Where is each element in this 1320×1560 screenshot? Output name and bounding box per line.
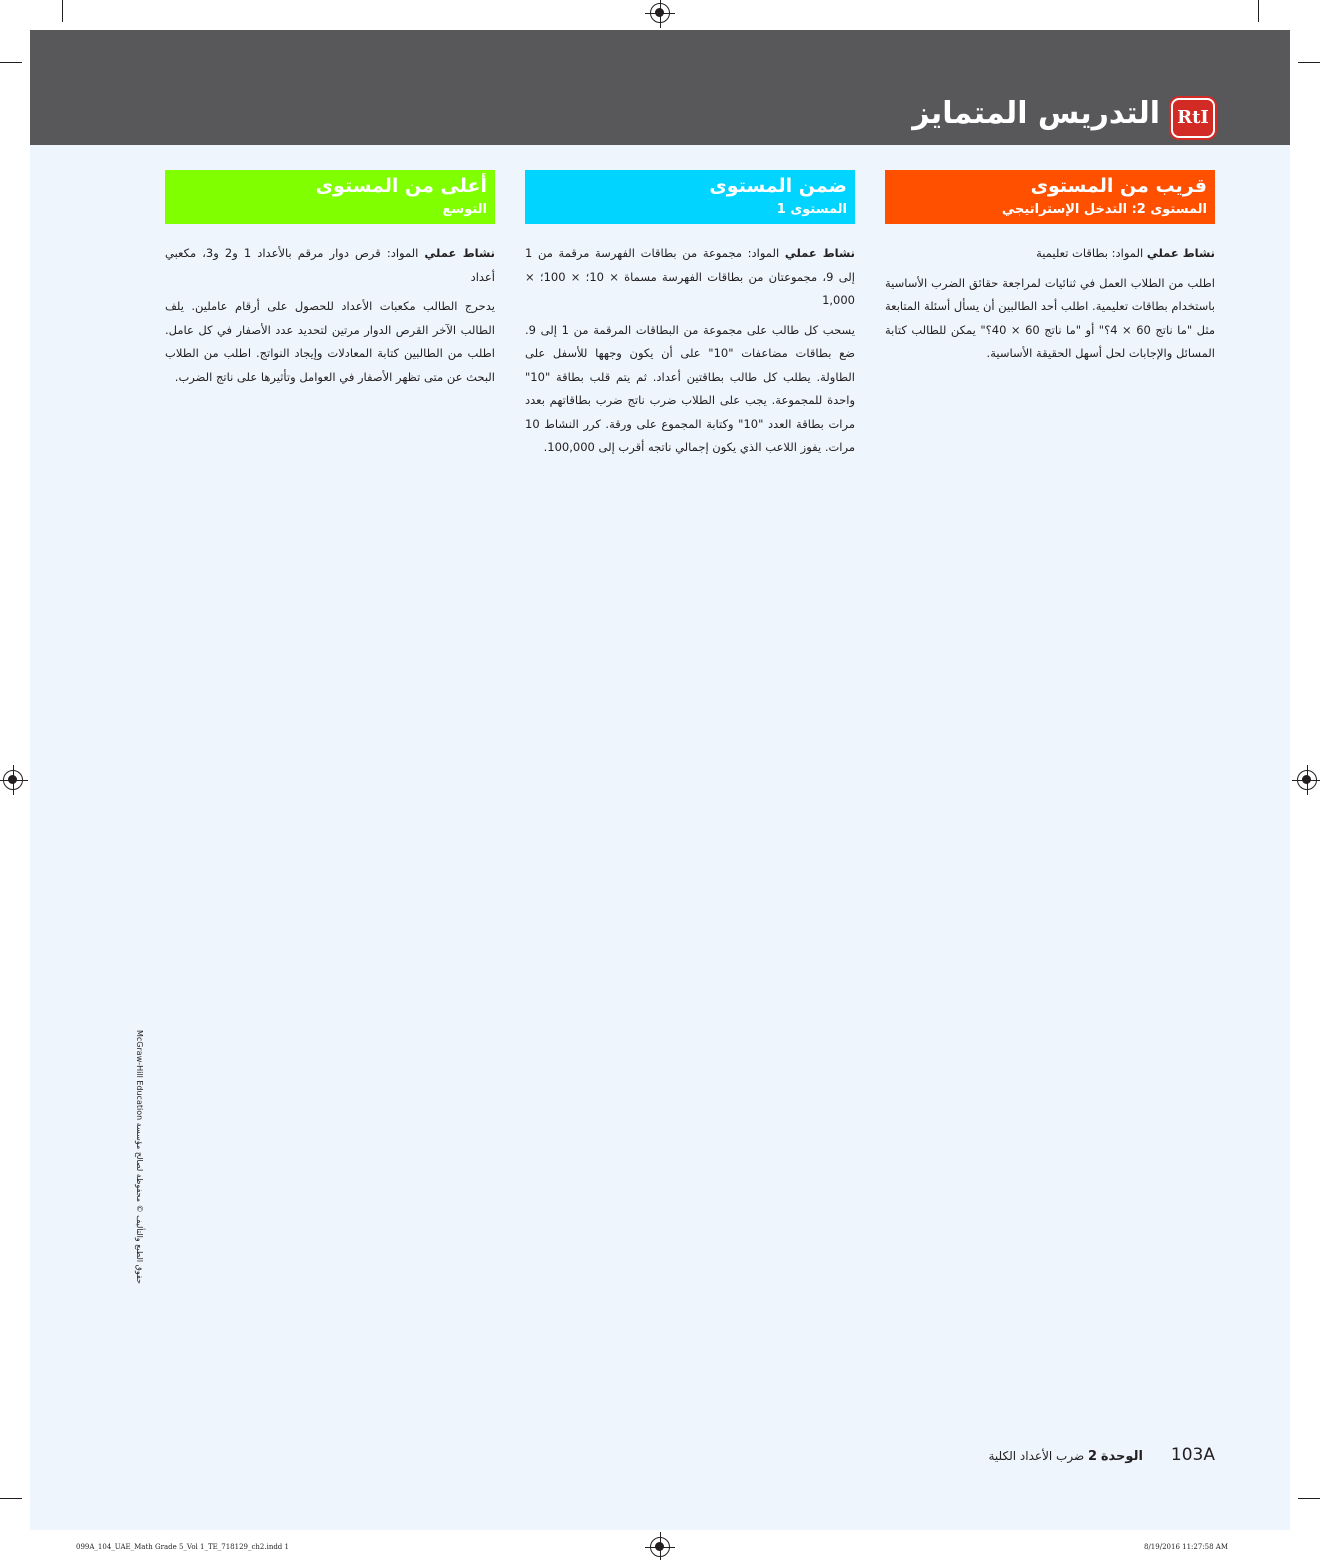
registration-mark-icon [650,3,670,23]
trim-mark [0,1498,22,1499]
chapter-title: ضرب الأعداد الكلية [988,1449,1085,1463]
activity-label: نشاط عملي [1146,246,1215,260]
column-body [165,224,495,389]
column-subheading: التوسع [442,202,487,217]
footer-chapter-title [988,1449,1142,1464]
slug-timestamp: 8/19/2016 11:27:58 AM [1144,1543,1229,1551]
page-number: 103A [1170,1445,1215,1465]
header-banner [30,30,1290,145]
trim-mark [1298,62,1320,63]
copyright-notice [130,1030,150,1310]
chapter-label: الوحدة [1100,1449,1143,1464]
column-header [885,170,1215,224]
activity-label: نشاط عملي [424,246,496,260]
page [30,30,1290,1530]
chapter-number: 2 [1088,1449,1098,1464]
column-heading: قريب من المستوى [1030,175,1207,197]
column-header [165,170,495,224]
column-header [525,170,855,224]
materials-text: المواد: بطاقات تعليمية [1036,246,1147,260]
page-footer [988,1445,1215,1465]
trim-mark [1258,0,1259,22]
column-approaching-level [885,170,1215,372]
rti-badge-icon: RtI [1171,98,1215,138]
registration-mark-icon [1297,770,1317,790]
column-subheading: المستوى 1 [776,202,847,217]
materials-text: المواد: قرص دوار مرقم بالأعداد 1 و2 و3، مكعبي أعداد [165,246,495,284]
activity-paragraph: اطلب من الطلاب العمل في ثنائيات لمراجعة حقائق الضرب الأساسية باستخدام بطاقات تعليمية. اطلب أحد الطالبين أن يسأل أسئلة المتابعة مثل "ما ناتج 60 × 4؟" أو "ما ناتج 60 × 40؟" يمكن للطالب كتابة المسائل والإجابات لحل أسهل الحقيقة الأساسية. [885,275,1215,360]
materials-line [165,242,495,289]
slug-file-name: 099A_104_UAE_Math Grade 5_Vol 1_TE_718129_ch2.indd 1 [76,1543,289,1551]
column-body [885,224,1215,366]
activity-label: نشاط عملي [784,246,855,260]
materials-text: المواد: مجموعة من بطاقات الفهرسة مرقمة من 1 إلى 9، مجموعتان من بطاقات الفهرسة مسماة × 10؛ × 100؛ × 1,000 [525,246,855,307]
column-body [525,224,855,460]
trim-mark [0,62,22,63]
column-heading: ضمن المستوى [709,175,847,197]
registration-mark-icon [650,1537,670,1557]
copyright-text: حقوق الطبع والتأليف © محفوظة لصالح مؤسسة McGraw-Hill Education [135,1030,144,1284]
materials-line [885,242,1215,266]
trim-mark [1298,1498,1320,1499]
column-subheading: المستوى 2: التدخل الإستراتيجي [1001,202,1207,217]
registration-mark-icon [3,770,23,790]
column-on-level [525,170,855,466]
activity-paragraph: يدحرج الطالب مكعبات الأعداد للحصول على أرقام عاملين. يلف الطالب الآخر القرص الدوار مرتين لتحديد عدد الأصفار في كل عامل. اطلب من الطالبين كتابة المعادلات وإيجاد النواتج. اطلب من الطلاب البحث عن متى تظهر الأصفار في العوامل وتأثيرها على ناتج الضرب. [165,299,495,384]
page-title: التدريس المتمايز [912,96,1160,131]
column-beyond-level [165,170,495,395]
activity-paragraph: يسحب كل طالب على مجموعة من البطاقات المرقمة من 1 إلى 9. ضع بطاقات مضاعفات "10" على أن يكون وجهها للأسفل على الطاولة. يطلب كل طالب بطاقتين أعداد. ثم يتم قلب بطاقة "10" واحدة للمجموعة. يجب على الطلاب ضرب ناتج ضرب بطاقاتهم بعدد مرات بطاقة العدد "10" وكتابة المجموع على ورقة. كرر النشاط 10 مرات. يفوز اللاعب الذي يكون إجمالي ناتجه أقرب إلى 100,000. [525,322,855,454]
materials-line [525,242,855,313]
column-heading: أعلى من المستوى [315,175,487,197]
trim-mark [62,0,63,22]
